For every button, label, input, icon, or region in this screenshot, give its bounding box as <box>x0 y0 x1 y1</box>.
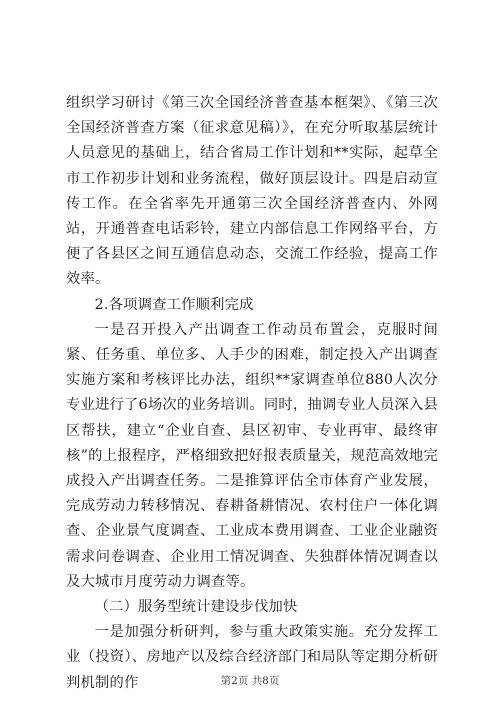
body-paragraph-1: 组织学习研讨《第三次全国经济普查基本框架》、《第三次全国经济普查方案（征求意见稿）》，在充分听取基层统计人员意见的基础上，结合省局工作计划和**实际，起草全市工作初步计划和业务流程，做好顶层设计。四是启动宣传工作。在全省率先开通第三次全国经济普查内、外网站，开通普查电话彩铃，建立内部信息工作网络平台，方便了各县区之间互通信息动态，交流工作经验，提高工作效率。 <box>66 95 438 288</box>
page-footer: 第2页 共8页 <box>220 675 280 687</box>
section-heading-2: 2.各项调查工作顺利完成 <box>94 296 254 313</box>
body-paragraph-3: 一是加强分析研判，参与重大政策实施。充分发挥工业（投资）、房地产以及综合经济部门和局队等定期分析研判机制的作 <box>66 624 438 691</box>
body-paragraph-2: 一是召开投入产出调查工作动员布置会，克服时间紧、任务重、单位多、人手少的困难，制定投入产出调查实施方案和考核评比办法，组织**家调查单位880人次分专业进行了6场次的业务培训。同时，抽调专业人员深入县区帮扶，建立“企业自查、县区初审、专业再审、最终审核”的上报程序，严格细致把好报表质量关，规范高效地完成投入产出调查任务。二是推算评估全市体育产业发展，完成劳动力转移情况、春耕备耕情况、农村住户一体化调查、企业景气度调查、工业成本费用调查、工业企业融资需求问卷调查、企业用工情况调查、失独群体情况调查以及大城市月度劳动力调查等。 <box>66 321 438 590</box>
section-heading-services: （二）服务型统计建设步伐加快 <box>94 599 298 616</box>
document-body <box>66 91 438 696</box>
